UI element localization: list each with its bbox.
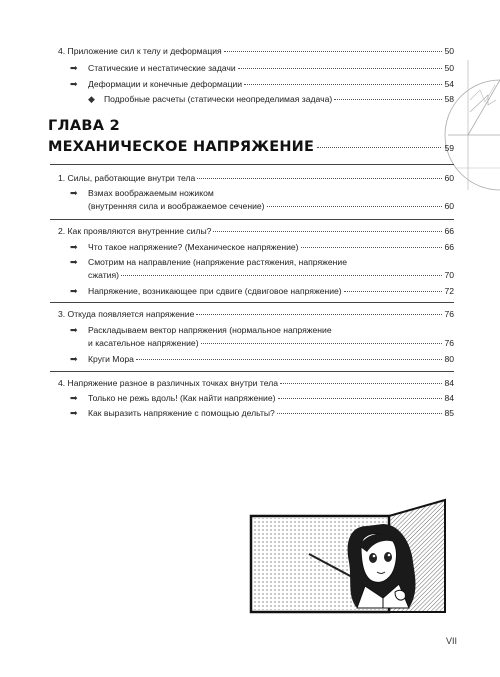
- toc-page-number: 85: [444, 408, 454, 418]
- toc-entry-item[interactable]: [88, 270, 454, 281]
- arrow-bullet-icon: ➡: [70, 393, 78, 403]
- arrow-bullet-icon: ➡: [70, 408, 78, 418]
- toc-leader-dots: [244, 84, 442, 85]
- toc-entry-item[interactable]: [88, 354, 454, 365]
- toc-entry-title: Смотрим на направление (напряжение растяжения, напряжение: [88, 257, 347, 267]
- toc-entry-item[interactable]: [88, 286, 454, 297]
- toc-entry-section[interactable]: [58, 309, 454, 320]
- toc-leader-dots: [213, 231, 442, 232]
- toc-entry-item[interactable]: [88, 338, 454, 349]
- toc-page-number: 84: [444, 378, 454, 388]
- manga-illustration: [249, 496, 449, 616]
- toc-entry-title: 4. Напряжение разное в различных точках внутри тела: [58, 378, 278, 388]
- arrow-bullet-icon: ➡: [70, 286, 78, 296]
- toc-entry-title: Подробные расчеты (статически неопределимая задача): [104, 94, 333, 104]
- toc-leader-dots: [136, 359, 443, 360]
- toc-page-number: 66: [444, 242, 454, 252]
- arrow-bullet-icon: ➡: [70, 188, 78, 198]
- section-divider: [50, 164, 454, 165]
- toc-leader-dots: [196, 314, 442, 315]
- chapter-title-row[interactable]: [48, 139, 454, 155]
- toc-page-number: 70: [444, 270, 454, 280]
- arrow-bullet-icon: ➡: [70, 257, 78, 267]
- toc-page-number: 59: [444, 143, 454, 153]
- toc-entry-title: 4. Приложение сил к телу и деформация: [58, 46, 222, 56]
- toc-page-number: 58: [444, 94, 454, 104]
- toc-entry-item[interactable]: [88, 393, 454, 404]
- toc-page-number: 76: [444, 309, 454, 319]
- toc-page-number: 50: [444, 63, 454, 73]
- arrow-bullet-icon: ➡: [70, 63, 78, 73]
- arrow-bullet-icon: ➡: [70, 79, 78, 89]
- arrow-bullet-icon: ➡: [70, 354, 78, 364]
- toc-leader-dots: [317, 147, 441, 148]
- toc-entry-title: и касательное напряжение): [88, 338, 199, 348]
- toc-entry-title: Как выразить напряжение с помощью дельты?: [88, 408, 275, 418]
- chapter-title: МЕХАНИЧЕСКОЕ НАПРЯЖЕНИЕ: [48, 139, 315, 155]
- toc-entry-item[interactable]: [88, 242, 454, 253]
- toc-leader-dots: [334, 99, 442, 100]
- toc-leader-dots: [280, 383, 442, 384]
- toc-entry-item[interactable]: [88, 408, 454, 419]
- toc-entry-title: 2. Как проявляются внутренние силы?: [58, 226, 212, 236]
- toc-entry-item-line[interactable]: [88, 188, 454, 199]
- toc-entry-section[interactable]: [58, 173, 454, 184]
- page-number: VII: [446, 636, 458, 646]
- diamond-bullet-icon: ◆: [88, 94, 95, 104]
- section-divider: [50, 219, 454, 220]
- toc-leader-dots: [201, 343, 443, 344]
- toc-entry-item[interactable]: [88, 201, 454, 212]
- toc-page-number: 50: [444, 46, 454, 56]
- toc-page-number: 54: [444, 79, 454, 89]
- toc-entry-item-line[interactable]: [88, 257, 454, 268]
- toc-page-number: 72: [444, 286, 454, 296]
- section-divider: [50, 302, 454, 303]
- toc-entry-title: (внутренняя сила и воображаемое сечение): [88, 201, 265, 211]
- toc-leader-dots: [301, 247, 443, 248]
- toc-leader-dots: [224, 51, 443, 52]
- section-divider: [50, 371, 454, 372]
- toc-entry-title: Только не режь вдоль! (Как найти напряжение): [88, 393, 276, 403]
- toc-page-number: 66: [444, 226, 454, 236]
- toc-leader-dots: [278, 398, 443, 399]
- toc-leader-dots: [238, 68, 443, 69]
- toc-entry-title: Деформации и конечные деформации: [88, 79, 243, 89]
- toc-page-number: 84: [444, 393, 454, 403]
- toc-entry-section[interactable]: [58, 378, 454, 389]
- toc-entry-title: Взмах воображаемым ножиком: [88, 188, 214, 198]
- toc-entry-title: 1. Силы, работающие внутри тела: [58, 173, 196, 183]
- chapter-label: ГЛАВА 2: [48, 118, 121, 134]
- toc-leader-dots: [267, 206, 443, 207]
- toc-entry-title: 3. Откуда появляется напряжение: [58, 309, 195, 319]
- toc-entry-title: Напряжение, возникающее при сдвиге (сдвиговое напряжение): [88, 286, 342, 296]
- toc-page-number: 60: [444, 201, 454, 211]
- toc-entry-item[interactable]: [88, 79, 454, 90]
- arrow-bullet-icon: ➡: [70, 325, 78, 335]
- toc-entry-title: Что такое напряжение? (Механическое напряжение): [88, 242, 299, 252]
- toc-leader-dots: [121, 275, 442, 276]
- toc-leader-dots: [344, 291, 443, 292]
- toc-entry-title: Круги Мора: [88, 354, 134, 364]
- toc-page-number: 80: [444, 354, 454, 364]
- toc-leader-dots: [197, 178, 442, 179]
- toc-entry-subitem[interactable]: [104, 94, 454, 105]
- toc-entry-item-line[interactable]: [88, 325, 454, 336]
- toc-entry-title: Статические и нестатические задачи: [88, 63, 236, 73]
- arrow-bullet-icon: ➡: [70, 242, 78, 252]
- toc-page-number: 60: [444, 173, 454, 183]
- toc-entry-item[interactable]: [88, 63, 454, 74]
- toc-entry-section[interactable]: [58, 46, 454, 57]
- toc-entry-title: сжатия): [88, 270, 119, 280]
- toc-page-number: 76: [444, 338, 454, 348]
- toc-leader-dots: [277, 413, 443, 414]
- toc-entry-section[interactable]: [58, 226, 454, 237]
- toc-entry-title: Раскладываем вектор напряжения (нормальное напряжение: [88, 325, 332, 335]
